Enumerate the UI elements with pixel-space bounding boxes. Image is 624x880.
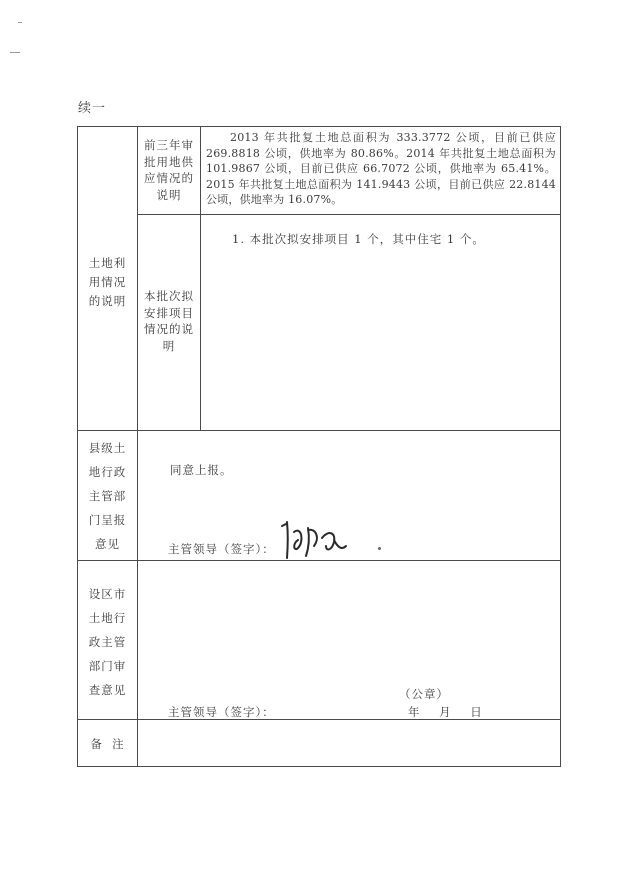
city-seal-label: （公章） <box>399 687 449 701</box>
projects-text: 1. 本批次拟安排项目 1 个，其中住宅 1 个。 <box>232 232 485 246</box>
scan-mark <box>18 22 22 23</box>
continuation-label: 续一 <box>78 101 107 116</box>
scan-mark <box>10 52 20 53</box>
city-signature-label: 主管领导（签字）： <box>168 705 275 719</box>
county-opinion: 同意上报。 <box>170 463 233 477</box>
county-label: 县级土 地行政 主管部 门呈报 意见 <box>88 441 127 551</box>
county-signature-label: 主管领导（签字）： <box>168 542 275 556</box>
supply-text: 2013 年共批复土地总面积为 333.3772 公顷，目前已供应 269.8818 公顷，供地率为 80.86%。2014 年共批复土地总面积为 101.9867 公顷，目前已供应 66.7072 公顷，供地率为 65.41%。2015 年共批复土地总面积为 141.9443 公顷，目前已供应 22.8144 公顷，供地率为 16.07%。 <box>206 131 556 206</box>
supply-label: 前三年审 批用地供 应情况的 说明 <box>144 138 194 202</box>
handwritten-signature <box>276 516 356 562</box>
land-use-label: 土地利 用情况 的说明 <box>88 256 127 308</box>
remarks-label: 备 注 <box>90 737 125 751</box>
ink-dot <box>378 547 381 550</box>
projects-label: 本批次拟 安排项目 情况的说 明 <box>144 289 194 353</box>
city-label: 设区市 土地行 政主管 部门审 查意见 <box>88 587 127 697</box>
city-date-label: 年 月 日 <box>408 705 483 719</box>
